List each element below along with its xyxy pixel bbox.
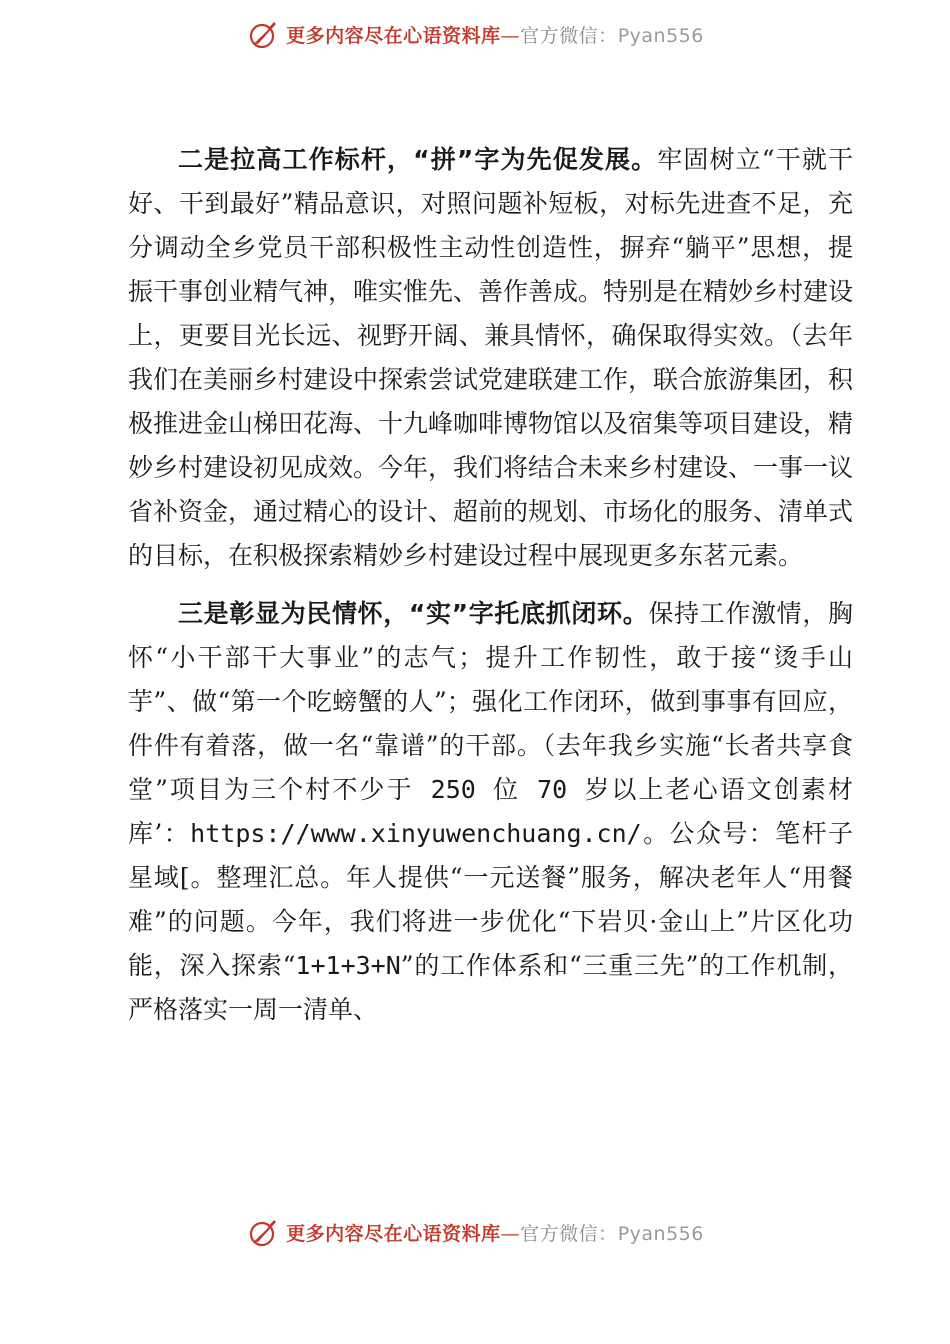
header-wechat-label: 官方微信： [520,24,618,47]
header-wechat-id: Pyan556 [617,24,704,47]
paragraph-3-text-3: 岁以上老心语文创素材库’： [128,775,853,848]
footer-wechat-label: 官方微信： [520,1222,618,1245]
paragraph-2 [128,138,853,578]
paragraph-2-text: 牢固树立“干就干好、干到最好”精品意识，对照问题补短板，对标先进查不足，充分调动全乡党员干部积极性主动性创造性，摒弃“躺平”思想，提振干事创业精气神，唯实惟先、善作善成。特别是在精妙乡村建设上，更要目光长远、视野开阔、兼具情怀，确保取得实效。（去年我们在美丽乡村建设中探索尝试党建联建工作，联合旅游集团，积极推进金山梯田花海、十九峰咖啡博物馆以及宿集等项目建设，精妙乡村建设初见成效。今年，我们将结合未来乡村建设、一事一议省补资金，通过精心的设计、超前的规划、市场化的服务、清单式的目标，在积极探索精妙乡村建设过程中展现更多东茗元素。 [128,145,854,570]
paragraph-3-text-4: 。公众号：笔杆子星域[。整理汇总。年人提供“一元送餐”服务，解决老年人“用餐难”的问题。今年，我们将进一步优化“下岩贝·金山上”片区化功能，深入探索“ [128,819,853,980]
footer-text [286,1219,704,1246]
footer-wechat-id: Pyan556 [617,1222,704,1245]
paragraph-3-lead: 三是彰显为民情怀，“实”字托底抓闭环。 [178,599,649,628]
quill-logo-icon [246,17,280,51]
quill-logo-icon [246,1215,280,1249]
paragraph-3-number-2: 70 [520,775,585,804]
paragraph-3-url: https://www.xinyuwenchuang.cn/ [190,819,642,848]
document-body [128,138,853,1032]
paragraph-3-text-1: 保持工作激情，胸怀“小干部干大事业”的志气；提升工作韧性，敢于接“烫手山芋”、做“第一个吃螃蟹的人”；强化工作闭环，做到事事有回应，件件有着落，做一名“靠谱”的干部。（去年我乡实施“长者共享食堂”项目为三个村不少于 [128,599,853,804]
paragraph-3-formula: 1+1+3+N [295,951,401,980]
header-separator: — [500,24,521,47]
paragraph-2-lead: 二是拉高工作标杆，“拼”字为先促发展。 [178,145,658,174]
paragraph-3 [128,592,853,1032]
paragraph-3-number-1: 250 [413,775,493,804]
footer-separator: — [500,1222,521,1245]
paragraph-3-text-5: ”的工作体系和“三重三先”的工作机制，严格落实一周一清单、 [128,951,854,1024]
footer-banner [0,1212,950,1252]
header-banner [0,14,950,54]
footer-brand: 更多内容尽在心语资料库 [286,1222,501,1245]
paragraph-3-text-2: 位 [492,775,521,804]
header-brand: 更多内容尽在心语资料库 [286,24,501,47]
header-text [286,21,704,48]
